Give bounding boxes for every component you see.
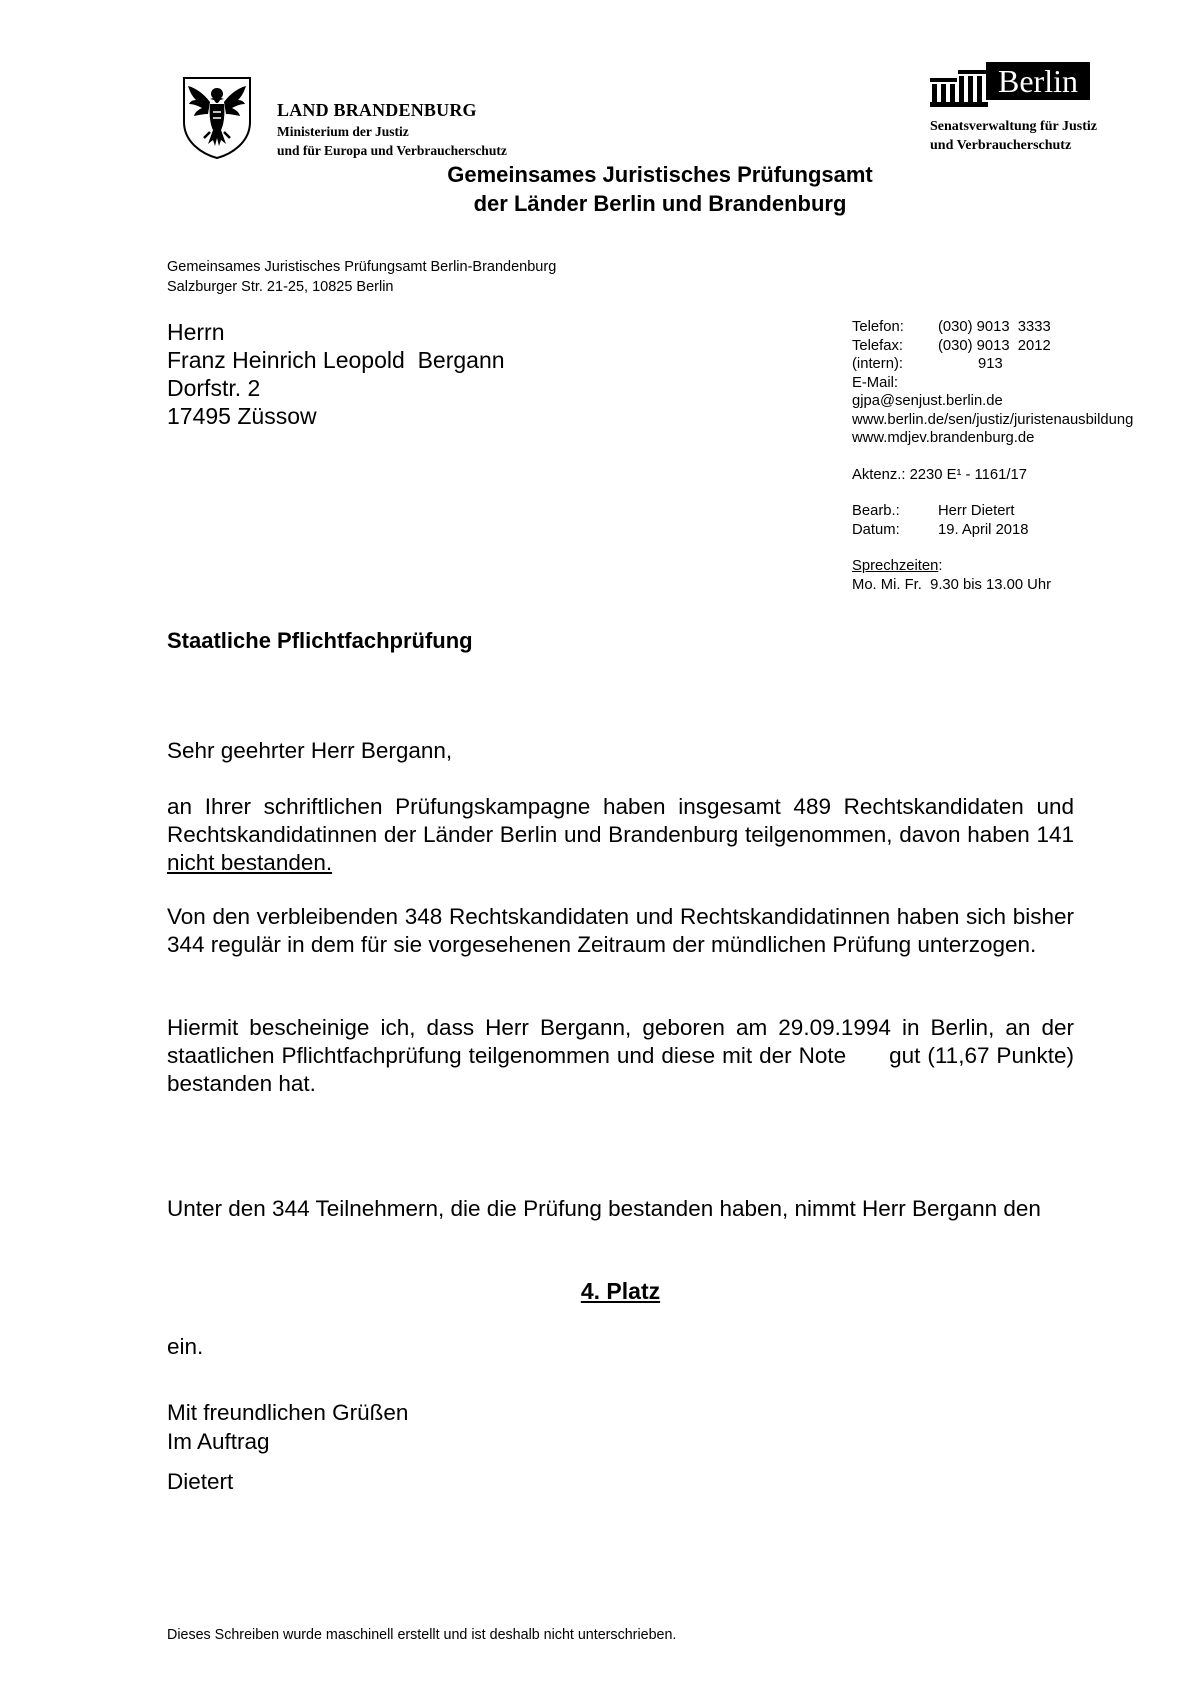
- recipient-name: Franz Heinrich Leopold Bergann: [167, 347, 505, 373]
- clerk-label: Bearb.:: [852, 503, 900, 519]
- date-row: [852, 521, 1182, 540]
- email-label: E-Mail:: [852, 374, 899, 391]
- url-brandenburg[interactable]: www.mdjev.brandenburg.de: [852, 430, 1035, 446]
- clerk-row: [852, 502, 1182, 521]
- certification-text: Hiermit bescheinige ich, dass Herr Bergann, geboren am 29.09.1994 in Berlin, an der staatlichen Pflichtfachprüfung teilgenommen und diese mit der Note: [167, 1015, 1074, 1068]
- brandenburg-ministry-line1: Ministerium der Justiz: [277, 124, 409, 139]
- intern-label: (intern):: [852, 356, 903, 372]
- office-title-line2: der Länder Berlin und Brandenburg: [473, 191, 847, 216]
- recipient-city: 17495 Züssow: [167, 403, 317, 429]
- fax-row: [852, 337, 1182, 356]
- closing-line1: Mit freundlichen Grüßen: [167, 1400, 409, 1425]
- office-hours-label: Sprechzeiten: [852, 558, 939, 574]
- brandenburg-title: LAND BRANDENBURG: [277, 100, 477, 120]
- failed-underlined: nicht bestanden.: [167, 850, 333, 875]
- paragraph-participants: [167, 793, 1074, 877]
- paragraph-certification: [167, 1014, 1074, 1098]
- fax-label: Telefax:: [852, 337, 903, 354]
- ranking-place: 4. Platz: [580, 1278, 661, 1304]
- phone-label: Telefon:: [852, 319, 904, 335]
- paragraph-remaining: Von den verbleibenden 348 Rechtskandidaten und Rechtskandidatinnen haben sich bisher 344 regulär in dem für sie vorgesehenen Zeitraum der mündlichen Prüfung unterzogen.: [167, 904, 1074, 957]
- berlin-logo: [930, 62, 1090, 116]
- email-row: [852, 374, 1182, 393]
- email-value[interactable]: gjpa@senjust.berlin.de: [852, 393, 1003, 409]
- date-value: 19. April 2018: [938, 521, 1029, 538]
- letter-salutation: Sehr geehrter Herr Bergann,: [167, 738, 453, 763]
- fax-value: (030) 9013 2012: [938, 337, 1051, 354]
- paragraph-participants-text: an Ihrer schriftlichen Prüfungskampagne haben insgesamt 489 Rechtskandidaten und Rechtskandidatinnen der Länder Berlin und Brandenburg teilgenommen, davon haben 141: [167, 794, 1074, 847]
- intern-row: [852, 355, 1182, 374]
- intern-value: 913: [978, 356, 1003, 372]
- clerk-value: Herr Dietert: [938, 503, 1015, 519]
- paragraph-ranking: Unter den 344 Teilnehmern, die die Prüfung bestanden haben, nimmt Herr Bergann den: [167, 1196, 1041, 1221]
- certification-points: (11,67 Punkte) bestanden hat.: [167, 1043, 1074, 1096]
- office-title-line1: Gemeinsames Juristisches Prüfungsamt: [447, 162, 873, 187]
- sender-line2: Salzburger Str. 21-25, 10825 Berlin: [167, 279, 394, 295]
- office-hours-colon: :: [938, 558, 943, 574]
- berlin-logo-text: Berlin: [998, 63, 1078, 99]
- closing: [167, 1398, 408, 1456]
- ranking-suffix: ein.: [167, 1334, 204, 1359]
- file-reference: Aktenz.: 2230 E¹ - 1161/17: [852, 466, 1027, 483]
- office-hours-heading: [852, 557, 1182, 576]
- office-title: [300, 160, 1020, 218]
- office-hours-value: Mo. Mi. Fr. 9.30 bis 13.00 Uhr: [852, 576, 1052, 593]
- brandenburg-eagle-crest-icon: [180, 74, 254, 160]
- phone-row: [852, 318, 1182, 337]
- date-label: Datum:: [852, 521, 900, 538]
- letter-subject: Staatliche Pflichtfachprüfung: [167, 628, 473, 653]
- grade: gut: [889, 1043, 921, 1068]
- recipient-salutation: Herrn: [167, 319, 225, 345]
- sender-address: [167, 257, 556, 297]
- recipient-address: [167, 318, 505, 430]
- brandenburg-ministry-line2: und für Europa und Verbraucherschutz: [277, 143, 507, 158]
- berlin-dept-line1: Senatsverwaltung für Justiz: [930, 119, 1097, 134]
- closing-line2: Im Auftrag: [167, 1429, 270, 1454]
- signer-name: Dietert: [167, 1469, 234, 1494]
- footer-note: Dieses Schreiben wurde maschinell erstellt und ist deshalb nicht unterschrieben.: [167, 1627, 677, 1643]
- recipient-street: Dorfstr. 2: [167, 375, 261, 401]
- contact-info: [852, 318, 1182, 594]
- url-berlin[interactable]: www.berlin.de/sen/justiz/juristenausbildung: [852, 411, 1134, 428]
- phone-value: (030) 9013 3333: [938, 319, 1051, 335]
- sender-line1: Gemeinsames Juristisches Prüfungsamt Berlin-Brandenburg: [167, 259, 557, 275]
- berlin-dept-line2: und Verbraucherschutz: [930, 138, 1072, 153]
